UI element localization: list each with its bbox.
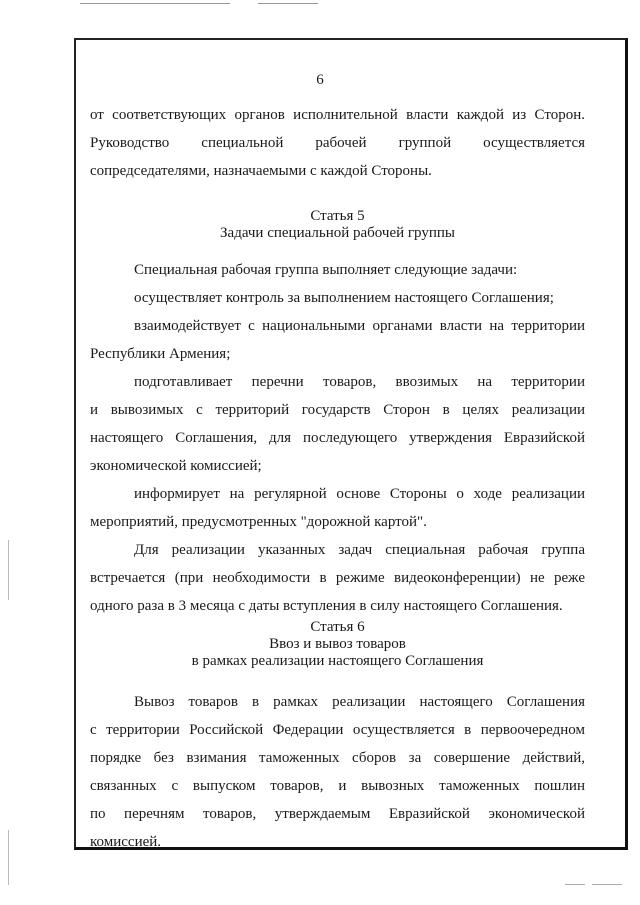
text-line: порядке без взимания таможенных сборов за совершение действий,	[90, 750, 585, 766]
scan-artifact-top	[80, 3, 230, 4]
scan-artifact-top	[258, 3, 318, 4]
article-6-heading	[90, 619, 585, 670]
text-line: Республики Армения;	[90, 346, 231, 362]
article-subtitle: Задачи специальной рабочей группы	[220, 225, 455, 241]
scan-artifact-bottom	[565, 884, 585, 885]
text-line: от соответствующих органов исполнительной власти каждой из Сторон.	[90, 107, 585, 123]
text-line: комиссией.	[90, 834, 162, 850]
article-6-body	[90, 688, 585, 856]
text-line: Специальная рабочая группа выполняет следующие задачи:	[134, 262, 518, 278]
text-line: Руководство специальной рабочей группой осуществляется	[90, 135, 585, 151]
text-line: подготавливает перечни товаров, ввозимых на территории	[134, 374, 585, 390]
article-5-body	[90, 256, 585, 620]
article-subtitle: в рамках реализации настоящего Соглашения	[191, 653, 484, 669]
intro-paragraph	[90, 101, 585, 185]
scan-artifact-left	[8, 830, 9, 885]
text-line: сопредседателями, назначаемыми с каждой Стороны.	[90, 163, 432, 179]
article-title: Статья 5	[310, 208, 365, 224]
text-line: мероприятий, предусмотренных "дорожной картой".	[90, 514, 427, 530]
text-line: и вывозимых с территорий государств Сторон в целях реализации	[90, 402, 585, 418]
text-line: осуществляет контроль за выполнением настоящего Соглашения;	[134, 290, 554, 306]
text-line: по перечням товаров, утверждаемым Евразийской экономической	[90, 806, 585, 822]
article-title: Статья 6	[310, 619, 365, 635]
scan-artifact-bottom	[592, 884, 622, 885]
scan-artifact-left	[8, 540, 9, 600]
text-line: настоящего Соглашения, для последующего утверждения Евразийской	[90, 430, 585, 446]
text-line: взаимодействует с национальными органами власти на территории	[134, 318, 585, 334]
text-line: Вывоз товаров в рамках реализации настоящего Соглашения	[134, 694, 585, 710]
text-line: экономической комиссией;	[90, 458, 262, 474]
text-line: с территории Российской Федерации осуществляется в первоочередном	[90, 722, 585, 738]
article-subtitle: Ввоз и вывоз товаров	[269, 636, 406, 652]
article-5-heading	[90, 208, 585, 242]
text-line: связанных с выпуском товаров, и вывозных таможенных пошлин	[90, 778, 585, 794]
text-line: одного раза в 3 месяца с даты вступления в силу настоящего Соглашения.	[90, 598, 563, 614]
text-line: информирует на регулярной основе Стороны о ходе реализации	[134, 486, 585, 502]
page-number: 6	[316, 72, 324, 88]
text-line: встречается (при необходимости в режиме видеоконференции) не реже	[90, 570, 585, 586]
text-line: Для реализации указанных задач специальная рабочая группа	[134, 542, 585, 558]
